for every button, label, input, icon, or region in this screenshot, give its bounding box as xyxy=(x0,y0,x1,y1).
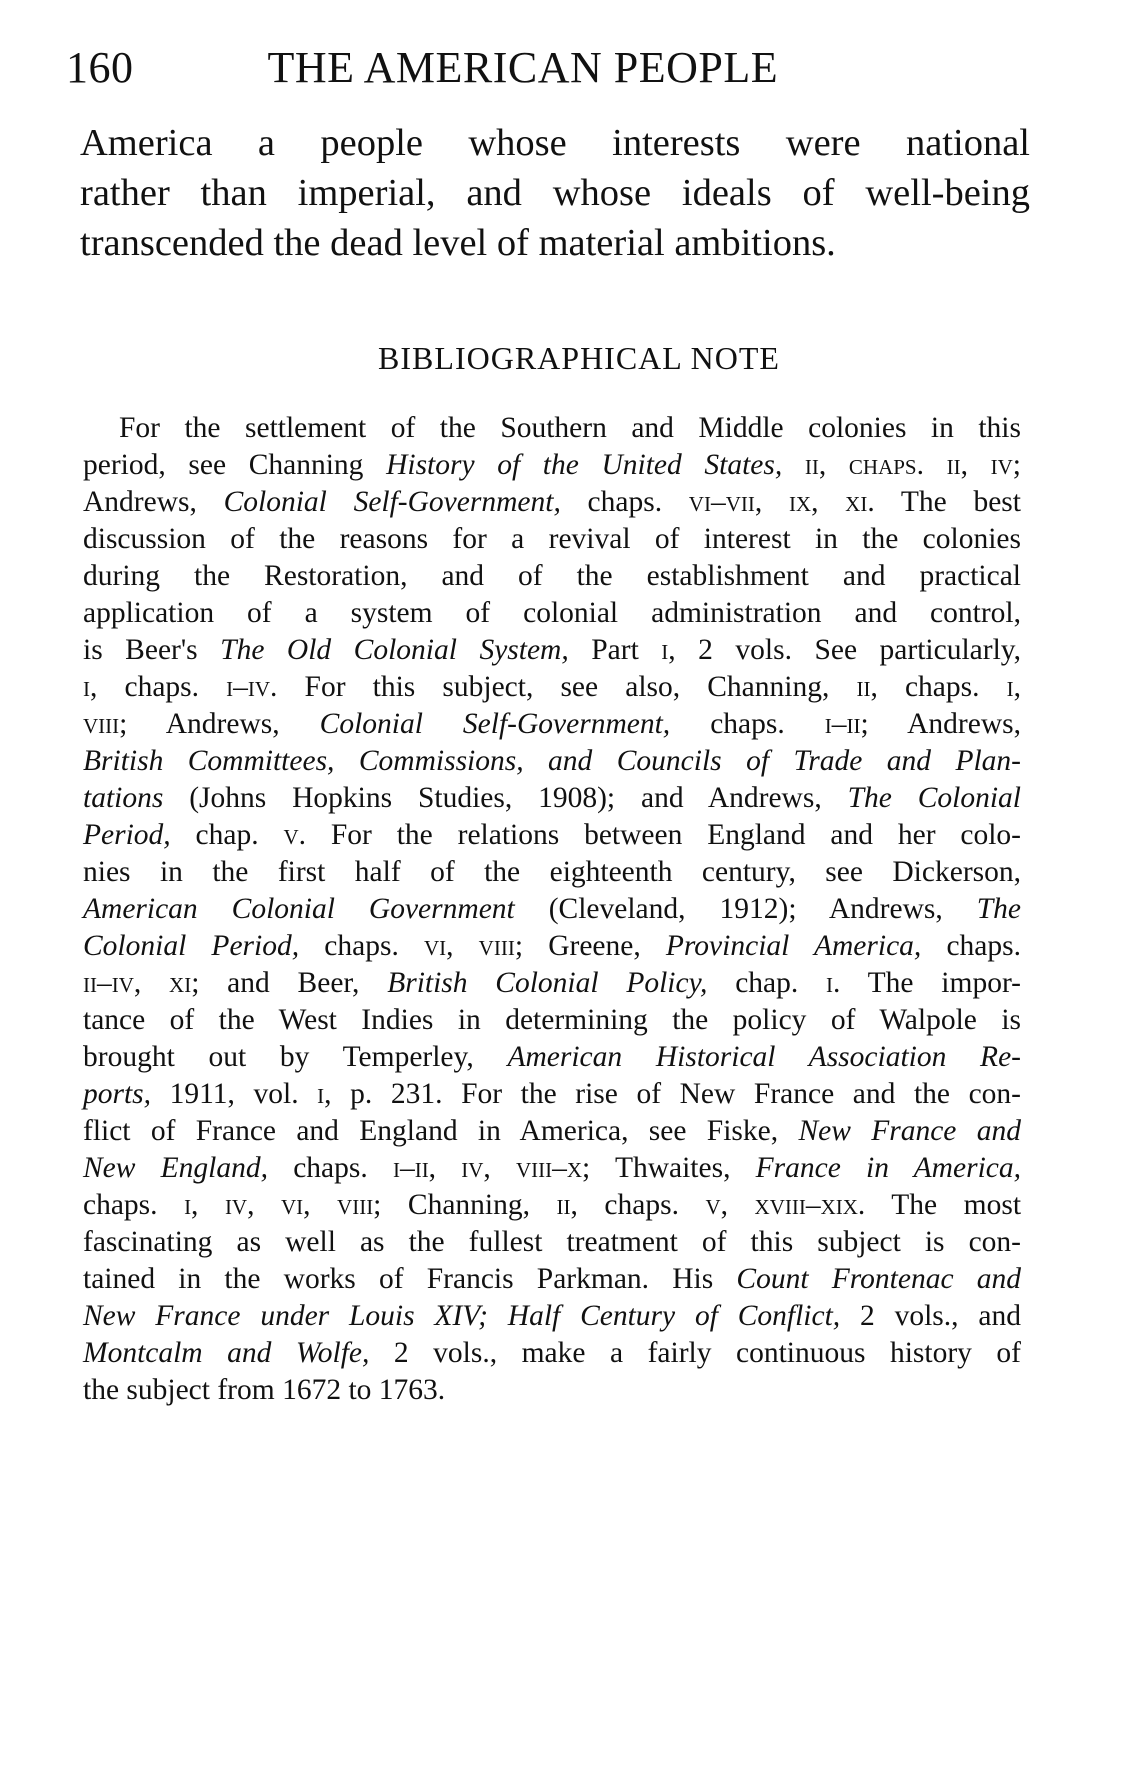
note-text: chap. xyxy=(707,967,827,999)
note-text: i, iv, vi, viii; xyxy=(184,1189,382,1221)
note-line xyxy=(83,669,1021,706)
note-text: 2 vols. See particularly, xyxy=(675,634,1021,666)
note-text: i–ii; xyxy=(824,708,869,740)
note-line xyxy=(83,1076,1021,1113)
note-line xyxy=(83,558,1021,595)
note-line xyxy=(83,632,1021,669)
italic-title: The Old Colonial System, xyxy=(220,634,569,666)
note-line xyxy=(83,447,1021,484)
note-text: chaps. xyxy=(921,930,1022,962)
note-line xyxy=(83,1372,1021,1409)
italic-title: The Colonial xyxy=(847,782,1022,814)
italic-title: History of the United States, xyxy=(386,449,783,481)
note-text: (Cleveland, 1912); Andrews, xyxy=(514,893,977,925)
note-text: chaps. xyxy=(577,1189,706,1221)
italic-title: American Colonial Government xyxy=(83,893,515,925)
note-line xyxy=(83,854,1021,891)
note-text: the subject from 1672 to 1763. xyxy=(83,1374,446,1406)
note-text: tained in the works of Francis Parkman. His xyxy=(83,1263,737,1295)
italic-title: tations xyxy=(83,782,164,814)
italic-title: Period, xyxy=(83,819,171,851)
note-text: The impor- xyxy=(840,967,1021,999)
note-line xyxy=(83,1039,1021,1076)
note-text: chaps. xyxy=(670,708,825,740)
bibliographical-note xyxy=(83,410,1021,1409)
note-line xyxy=(83,521,1021,558)
italic-title: American Historical Association Re- xyxy=(507,1041,1021,1073)
italic-title: ports, xyxy=(83,1078,152,1110)
note-line xyxy=(83,891,1021,928)
italic-title: New France and xyxy=(798,1115,1021,1147)
body-line: America a people whose interests were national xyxy=(80,122,1030,164)
note-text: i, xyxy=(1006,671,1021,703)
italic-title: Colonial Self-Government, xyxy=(319,708,671,740)
note-line xyxy=(83,410,1021,447)
note-line xyxy=(83,706,1021,743)
italic-title: Montcalm and Wolfe, xyxy=(83,1337,370,1369)
note-text: chaps. xyxy=(560,486,689,518)
note-text: Thwaites, xyxy=(590,1152,756,1184)
running-title: THE AMERICAN PEOPLE xyxy=(267,43,779,92)
note-text: brought out by Temperley, xyxy=(83,1041,508,1073)
note-text: v, xviii–xix. xyxy=(705,1189,866,1221)
note-text: vi, viii; xyxy=(423,930,524,962)
note-text: i. xyxy=(826,967,841,999)
note-line xyxy=(83,1224,1021,1261)
note-text: tance of the West Indies in determining the policy of Walpole is xyxy=(83,1004,1021,1036)
note-line xyxy=(83,1261,1021,1298)
body-paragraph xyxy=(80,118,1030,268)
note-text: The most xyxy=(865,1189,1022,1221)
note-text: fascinating as well as the fullest treatment of this subject is con- xyxy=(83,1226,1021,1258)
note-text: nies in the first half of the eighteenth century, see Dickerson, xyxy=(83,856,1021,888)
italic-title: France in America, xyxy=(755,1152,1021,1184)
note-text: Greene, xyxy=(523,930,666,962)
note-text: ii, xyxy=(856,671,878,703)
note-line xyxy=(83,484,1021,521)
note-text: and Beer, xyxy=(199,967,388,999)
note-text: Part xyxy=(568,634,662,666)
note-line xyxy=(83,595,1021,632)
note-text: period, see Channing xyxy=(83,449,387,481)
note-line xyxy=(83,1298,1021,1335)
note-text: ii–iv, xi; xyxy=(83,967,200,999)
page-number: 160 xyxy=(66,43,134,92)
italic-title: Colonial Period, xyxy=(83,930,300,962)
note-text: For the settlement of the Southern and Middle colonies in this xyxy=(119,412,1021,444)
note-text: discussion of the reasons for a revival of interest in the colonies xyxy=(83,523,1021,555)
note-text: For the relations between England and her colo- xyxy=(306,819,1021,851)
body-line: transcended the dead level of material ambitions. xyxy=(80,222,836,264)
italic-title: British Colonial Policy, xyxy=(387,967,708,999)
italic-title: British Committees, Commissions, and Councils of Trade and Plan- xyxy=(83,745,1021,777)
note-text: Andrews, xyxy=(868,708,1021,740)
note-line xyxy=(83,817,1021,854)
note-line xyxy=(83,1002,1021,1039)
note-text: ii, xyxy=(556,1189,578,1221)
italic-title: The xyxy=(976,893,1021,925)
note-text: vi–vii, ix, xi. xyxy=(688,486,875,518)
note-text: chaps. xyxy=(877,671,1007,703)
note-text: i, xyxy=(317,1078,332,1110)
note-text: chaps. xyxy=(268,1152,393,1184)
italic-title: Colonial Self-Government, xyxy=(223,486,561,518)
note-text: For this subject, see also, Channing, xyxy=(277,671,857,703)
note-text: viii; xyxy=(83,708,128,740)
note-text: Andrews, xyxy=(83,486,224,518)
note-line xyxy=(83,780,1021,817)
note-text: Channing, xyxy=(381,1189,557,1221)
italic-title: Provincial America, xyxy=(665,930,922,962)
note-text: 2 vols., make a fairly continuous history of xyxy=(369,1337,1021,1369)
note-line xyxy=(83,965,1021,1002)
bibliographical-note-heading: BIBLIOGRAPHICAL NOTE xyxy=(378,340,780,376)
note-text: (Johns Hopkins Studies, 1908); and Andrews, xyxy=(163,782,848,814)
note-text: i, xyxy=(661,634,676,666)
note-text: i–iv. xyxy=(226,671,278,703)
note-text: chaps. xyxy=(83,1189,185,1221)
note-text: chaps. xyxy=(299,930,424,962)
note-text: chaps. xyxy=(97,671,227,703)
note-text: i, xyxy=(83,671,98,703)
italic-title: New France under Louis XIV; Half Century of Conflict, xyxy=(83,1300,841,1332)
note-line xyxy=(83,928,1021,965)
note-line xyxy=(83,1113,1021,1150)
note-text: chap. xyxy=(170,819,284,851)
note-text: Andrews, xyxy=(127,708,320,740)
note-text: p. 231. For the rise of New France and the con- xyxy=(331,1078,1021,1110)
body-line: rather than imperial, and whose ideals of well-being xyxy=(80,172,1030,214)
running-head xyxy=(66,40,1046,96)
note-text: 2 vols., and xyxy=(840,1300,1021,1332)
note-text: v. xyxy=(283,819,307,851)
note-text: i–ii, iv, viii–x; xyxy=(392,1152,591,1184)
italic-title: New England, xyxy=(83,1152,268,1184)
note-text: is Beer's xyxy=(83,634,221,666)
note-text: ii, chaps. ii, iv; xyxy=(782,449,1021,481)
note-line xyxy=(83,1335,1021,1372)
note-text: 1911, vol. xyxy=(151,1078,318,1110)
note-line xyxy=(83,743,1021,780)
note-text: The best xyxy=(874,486,1021,518)
note-text: application of a system of colonial administration and control, xyxy=(83,597,1021,629)
note-line xyxy=(83,1150,1021,1187)
note-line xyxy=(83,1187,1021,1224)
italic-title: Count Frontenac and xyxy=(736,1263,1021,1295)
note-text: flict of France and England in America, see Fiske, xyxy=(83,1115,799,1147)
note-text: during the Restoration, and of the establishment and practical xyxy=(83,560,1021,592)
